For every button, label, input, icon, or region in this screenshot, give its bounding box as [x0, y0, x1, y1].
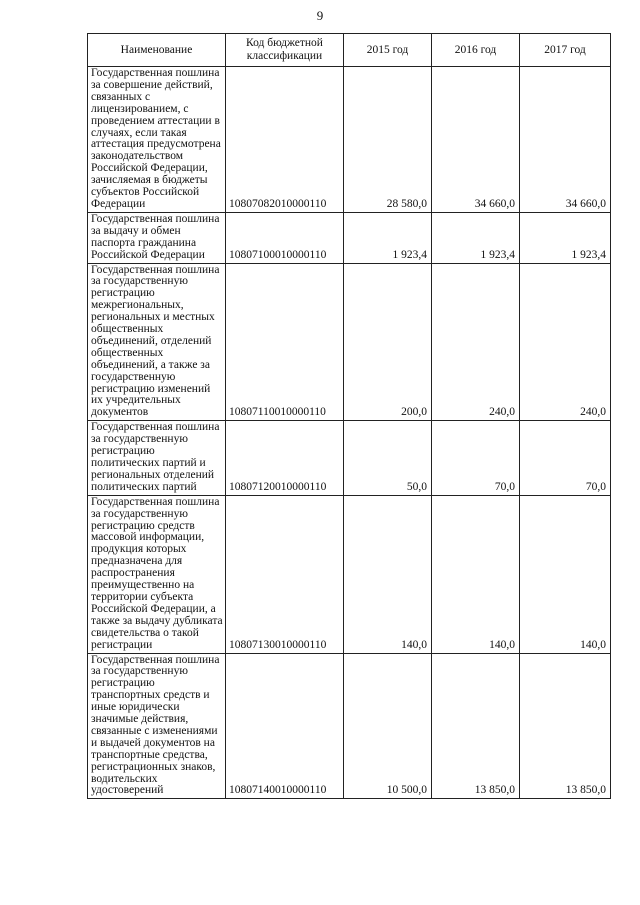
header-2016: 2016 год	[432, 34, 520, 67]
row-2016: 70,0	[432, 421, 520, 495]
row-name: Государственная пошлина за государственную регистрацию средств массовой информации, продукция которых предназначена для распространения преимущественно на территории субъекта Российской Федерации, а также за выдачу дубликата свидетельства о такой регистрации	[88, 495, 226, 653]
row-code: 10807110010000110	[226, 263, 344, 421]
row-2016: 1 923,4	[432, 212, 520, 263]
row-code: 10807100010000110	[226, 212, 344, 263]
row-2015: 50,0	[344, 421, 432, 495]
row-2016: 240,0	[432, 263, 520, 421]
row-name: Государственная пошлина за государственную регистрацию транспортных средств и иные юридически значимые действия, связанные с изменениями и выдачей документов на транспортные средства, регистрационных знаков, водительских удостоверений	[88, 653, 226, 799]
table-row	[88, 263, 611, 421]
header-name: Наименование	[88, 34, 226, 67]
table-row	[88, 67, 611, 213]
row-code: 10807120010000110	[226, 421, 344, 495]
table-header-row	[88, 34, 611, 67]
table-row	[88, 495, 611, 653]
row-name: Государственная пошлина за выдачу и обмен паспорта гражданина Российской Федерации	[88, 212, 226, 263]
row-name: Государственная пошлина за государственную регистрацию межрегиональных, региональных и местных общественных объединений, отделений общественных объединений, а также за государственную регистрацию изменений их учредительных документов	[88, 263, 226, 421]
row-name: Государственная пошлина за совершение действий, связанных с лицензированием, с проведением аттестации в случаях, если такая аттестация предусмотрена законодательством Российской Федерации, зачисляемая в бюджеты субъектов Российской Федерации	[88, 67, 226, 213]
row-2017: 70,0	[520, 421, 611, 495]
row-2016: 34 660,0	[432, 67, 520, 213]
budget-table	[87, 33, 611, 799]
header-code: Код бюджетной классификации	[226, 34, 344, 67]
row-2015: 1 923,4	[344, 212, 432, 263]
page-number: 9	[316, 8, 324, 23]
row-code: 10807140010000110	[226, 653, 344, 799]
row-2016: 13 850,0	[432, 653, 520, 799]
row-name: Государственная пошлина за государственную регистрацию политических партий и региональных отделений политических партий	[88, 421, 226, 495]
row-2017: 1 923,4	[520, 212, 611, 263]
row-2015: 140,0	[344, 495, 432, 653]
row-2017: 240,0	[520, 263, 611, 421]
header-2015: 2015 год	[344, 34, 432, 67]
row-2016: 140,0	[432, 495, 520, 653]
row-2015: 28 580,0	[344, 67, 432, 213]
table-row	[88, 653, 611, 799]
row-code: 10807082010000110	[226, 67, 344, 213]
row-2017: 34 660,0	[520, 67, 611, 213]
table-row	[88, 421, 611, 495]
row-code: 10807130010000110	[226, 495, 344, 653]
header-2017: 2017 год	[520, 34, 611, 67]
row-2015: 10 500,0	[344, 653, 432, 799]
row-2015: 200,0	[344, 263, 432, 421]
table-row	[88, 212, 611, 263]
row-2017: 13 850,0	[520, 653, 611, 799]
row-2017: 140,0	[520, 495, 611, 653]
